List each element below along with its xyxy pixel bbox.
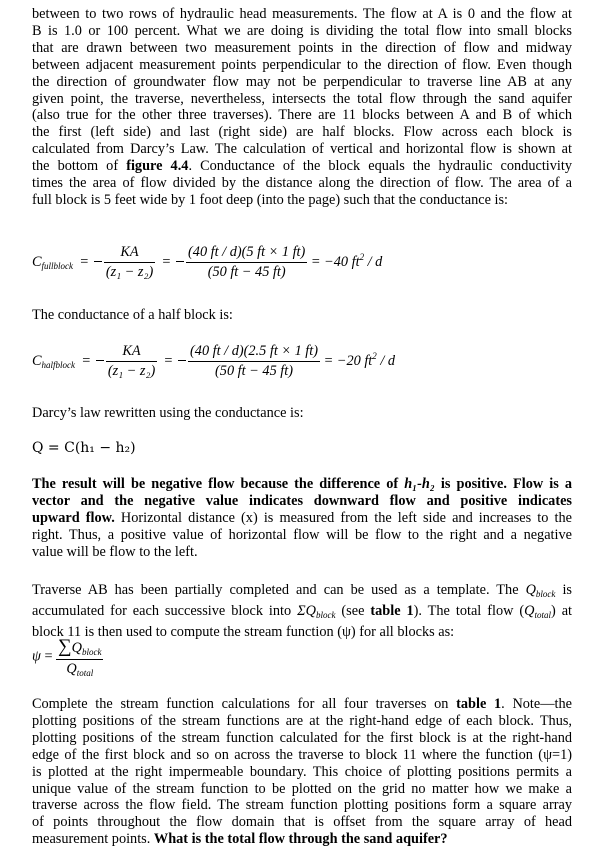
text-line: measurement points. What is the total flow through the sand aquifer? (32, 831, 448, 848)
traverse-paragraph (32, 582, 572, 641)
text-line: vector and the negative value indicates downward flow and positive indicates (32, 492, 572, 509)
equation-half-block: $C_{halfblock}$ = $\frac{KA}{\text{(z₁ − z₂)}}$ = $\frac{(40 ft / d)(2.5 ft \times 1 ft)}{(50 ft - 45 ft)}$ = −20 $ft^2$ / d (32, 343, 396, 379)
text-line: between adjacent measurement points perpendicular to the direction of flow. Even though (32, 56, 572, 73)
text-line: accumulated for each successive block into $\Sigma Q_{block}$ (see table 1). The total flow $(Q_{total})$ at (32, 602, 573, 620)
text-line: between to two rows of hydraulic head measurements. The flow at A is 0 and the flow at (32, 6, 572, 22)
text-line: the direction of groundwater flow may not be perpendicular to traverse line AB at any (32, 73, 572, 90)
figure-reference: figure 4.4 (126, 158, 189, 175)
text-line: value will be flow to the left. (32, 543, 198, 560)
fraction-values: $\frac{(40 ft / d)(2.5 ft \times 1 ft)}{(50 ft - 45 ft)}$ (190, 343, 319, 379)
text-line: full block is 5 feet wide by 1 foot deep (into the page) such that the conductance is: (32, 191, 509, 208)
fraction-ka: $\frac{KA}{\text{(z₁ − z₂)}}$ (107, 343, 156, 379)
text-line: plotting positions of the stream function calculated for the first block is at the right-hand (32, 729, 572, 746)
equation-stream-function: ψ = $\frac{\sum Q_{block}}{Q_{total}}$ (32, 636, 102, 678)
text-line: right. Thus, a positive value of horizontal flow will be flow to the right and a negative (32, 526, 572, 543)
fraction-values: $\frac{(40 ft / d)(5 ft \times 1 ft)}{(50 ft - 45 ft)}$ (188, 244, 306, 280)
fraction-ka: $\frac{KA}{\text{(z₁ − z₂)}}$ (105, 244, 154, 280)
text-line: upward flow. Horizontal distance (x) is measured from the left side and increases to the (32, 509, 572, 526)
text-line: The result will be negative flow because the difference of h₁-h₂ is positive. Flow is a (32, 476, 572, 492)
text-line: the first (left side) and last (right side) are half blocks. Flow across each block is (32, 124, 572, 141)
intro-paragraph (32, 6, 572, 209)
text-line: Complete the stream function calculations for all four traverses on table 1. Note—the (32, 696, 572, 712)
text-line: (also true for the other three traverses). There are 11 blocks between A and B of which (32, 107, 572, 124)
half-block-intro: The conductance of a half block is: (32, 307, 233, 323)
result-paragraph (32, 476, 572, 561)
question: What is the total flow through the sand aquifer? (153, 831, 448, 848)
text-line: of points throughout the flow domain that is offset from the square array of head (32, 814, 572, 831)
equation-full-block: $C_{fullblock}$ = $\frac{KA}{\text{(z₁ − z₂)}}$ = $\frac{(40 ft / d)(5 ft \times 1 ft)}{(50 ft - 45 ft)}$ = −40 $ft^2$ / d (32, 244, 383, 280)
text-line: calculated from Darcy’s Law. The calculation of vertical and horizontal flow is shown at (32, 141, 572, 158)
text-line: block 11 is then used to compute the stream function (ψ) for all blocks as: (32, 623, 455, 640)
text-line: B is 1.0 or 100 percent. What we are doing is dividing the total flow into small blocks (32, 22, 572, 39)
text-line: Traverse AB has been partially completed and can be used as a template. The $Q_{block}$ is (32, 582, 572, 599)
text-line: unique value of the stream function to be plotted on the grid no matter how we make a (32, 780, 572, 797)
instructions-paragraph (32, 696, 572, 848)
text-line: traverse across the flow field. The stream function plotting positions form a square array (32, 797, 572, 814)
darcy-intro: Darcy’s law rewritten using the conductance is: (32, 405, 304, 421)
fraction-psi: $\frac{\sum Q_{block}}{Q_{total}}$ (58, 636, 102, 678)
text-line: given point, the traverse, nevertheless, intersects the total flow through the sand aquifer (32, 90, 572, 107)
text-line: the bottom of figure 4.4. Conductance of the block equals the hydraulic conductivity (32, 158, 573, 175)
equation-darcy: Q = C(h₁ − h₂) (32, 440, 136, 456)
text-line: is plotted at the right impermeable boundary. This choice of plotting positions permits a (32, 763, 572, 780)
text-line: plotting positions of the stream functions are at the right-hand edge of each block. Thus, (32, 712, 572, 729)
text-line: that are drawn between two measurement points in the direction of flow and midway (32, 39, 572, 56)
text-line: times the area of flow divided by the distance along the direction of flow. The area of a (32, 175, 572, 192)
text-line: edge of the first block and so on across the traverse to block 11 where the function (ψ=1) (32, 746, 572, 763)
